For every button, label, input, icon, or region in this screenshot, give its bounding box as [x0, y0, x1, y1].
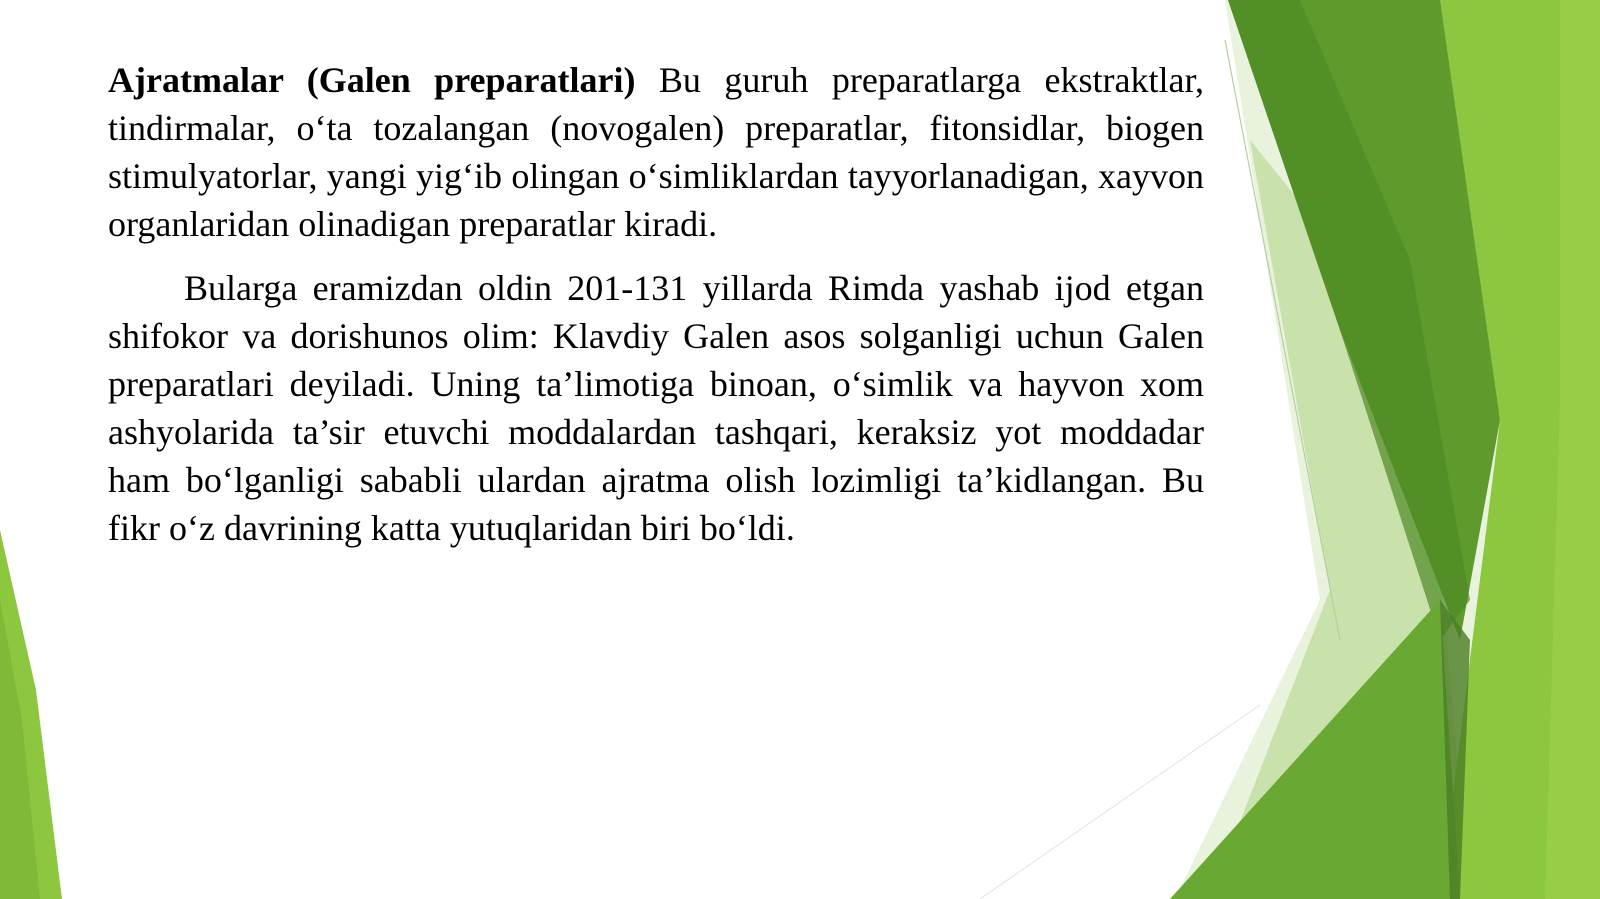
- slide-body: [108, 56, 1204, 552]
- paragraph-history: Bularga eramizdan oldin 201-131 yillarda Rimda yashab ijod etgan shifokor va dorishunos olim: Klavdiy Galen asos solganligi uchun Galen preparatlari deyiladi. Uning ta’limotiga binoan, o‘simlik va hayvon xom ashyolarida ta’sir etuvchi moddalardan tashqari, keraksiz yot moddadar ham bo‘lganligi sababli ulardan ajratma olish lozimligi ta’kidlangan. Bu fikr o‘z davrining katta yutuqlaridan biri bo‘ldi.: [108, 268, 1204, 548]
- paragraph-lead-heading: Ajratmalar (Galen preparatlari): [108, 60, 636, 100]
- paragraph-intro: [108, 56, 1204, 248]
- paragraph-intro-text: Bu guruh preparatlarga ekstraktlar, tindirmalar, o‘ta tozalangan (novogalen) preparatlar, fitonsidlar, biogen stimulyatorlar, yangi yig‘ib olingan o‘simliklardan tayyorlanadigan, xayvon organlaridan olinadigan preparatlar kiradi.: [108, 60, 1204, 244]
